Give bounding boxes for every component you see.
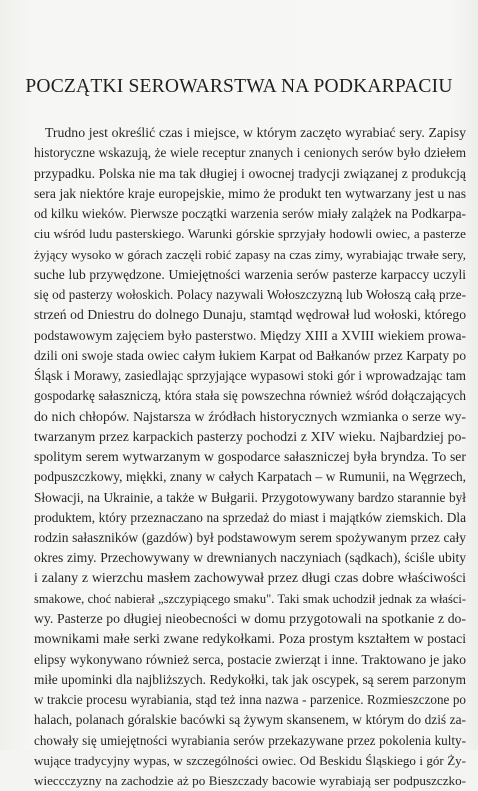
text-line: halach, polanach góralskie bacówki są żywym skansenem, w którym do dziś za-: [34, 712, 466, 728]
text-line: rodzin sałaszników (gazdów) był podstawowym serem spożywanym przez cały: [34, 530, 466, 545]
text-line: elipsy wykonywano również serca, postacie zwierząt i inne. Traktowano je jako: [34, 651, 466, 667]
text-line: spolitym serem wytwarzanym w gospodarce sałaszniczej była bryndza. To ser: [34, 449, 466, 464]
text-line: Śląsk i Morawy, zasiedlając sprzyjające wypasowi stoki gór i wprowadzając tam: [34, 368, 466, 383]
text-line: do nich chłopów. Najstarsza w źródłach historycznych wzmianka o serze wy-: [34, 408, 466, 424]
text-line: w trakcie procesu wyrabiania, stąd też inna nazwa - parzenice. Rozmieszczone po: [34, 692, 466, 707]
chapter-heading: POCZĄTKI SEROWARSTWA NA PODKARPACIU: [25, 76, 453, 97]
text-line: i zalany z wierzchu masłem zachowywał przez długi czas dobre właściwości: [34, 570, 466, 586]
text-line: sera jak niektóre kraje europejskie, mimo że produkt ten wytwarzany jest u nas: [34, 185, 466, 201]
text-line: wy. Pasterze po długiej nieobecności w domu przygotowali na spotkanie z do-: [34, 611, 466, 626]
text-line: produktem, który przeznaczano na sprzedaż do miast i majątków ziemskich. Dla: [34, 509, 466, 525]
text-line: dzili oni swoje stada owiec całym łukiem Karpat od Bałkanów przez Karpaty po: [34, 347, 466, 363]
text-line: mownikami małe serki zwane redykołkami. Poza prostym kształtem w postaci: [34, 631, 466, 647]
text-line: Trudno jest określić czas i miejsce, w którym zaczęto wyrabiać sery. Zapisy: [45, 125, 466, 140]
text-line: podstawowym zajęciem było pasterstwo. Między XIII a XVIII wiekiem prowa-: [34, 327, 466, 343]
text-line: Słowacji, na Ukrainie, a także w Bułgarii. Przygotowywany bardzo starannie był: [34, 489, 466, 505]
text-line: podpuszczkowy, miękki, znany w całych Karpatach – w Rumunii, na Węgrzech,: [34, 469, 466, 485]
text-line: przypadku. Polska nie ma tak długiej i owocnej tradycji związanej z produkcją: [34, 165, 466, 181]
text-line: okres zimy. Przechowywany w drewnianych naczyniach (sądkach), ściśle ubity: [34, 550, 466, 566]
text-line: wujące tradycyjny wypas, w szczególności owiec. Od Beskidu Śląskiego i gór Ży-: [34, 752, 466, 768]
text-line: od kilku wieków. Pierwsze początki warzenia serów miały zalążek na Podkarpa-: [34, 206, 466, 221]
text-line: ciu wśród ludu pasterskiego. Warunki górskie sprzyjały hodowli owiec, a pasterze: [34, 226, 466, 242]
text-line: historyczne wskazują, że wiele receptur znanych i cenionych serów było dziełem: [34, 145, 466, 161]
text-line: wieccczyzny na zachodzie aż po Bieszczady bacowie wyrabiają ser podpuszczko-: [34, 773, 466, 788]
text-line: miłe upominki dla najbliższych. Redykołki, tak jak oscypek, są serem parzonym: [34, 671, 466, 687]
text-line: się od pasterzy wołoskich. Polacy nazywali Wołoszczyzną lub Wołoszą całą prze-: [34, 287, 466, 302]
text-line: strzeń od Dniestru do dolnego Dunaju, stamtąd wędrował lud wołoski, którego: [34, 307, 466, 323]
text-line: gospodarkę sałaszniczą, która stała się powszechna również wśród dołączających: [34, 388, 466, 404]
text-line: żyjący wysoko w górach zaczęli robić zapasy na czas zimy, wyrabiając trwałe sery,: [34, 246, 466, 262]
text-line: twarzanym przez karpackich pasterzy pochodzi z XIV wieku. Najbardziej po-: [34, 428, 466, 444]
text-line: suche lub przywędzone. Umiejętności warzenia serów pasterze karpaccy uczyli: [34, 266, 466, 282]
text-line: smakowe, choć nabierał „szczypiącego smaku". Taki smak uchodził jednak za właści-: [34, 591, 466, 606]
text-line: chowały się umiejętności wyrabiania serów przekazywane przez pokolenia kulty-: [34, 732, 466, 748]
body-paragraph: [34, 123, 466, 791]
